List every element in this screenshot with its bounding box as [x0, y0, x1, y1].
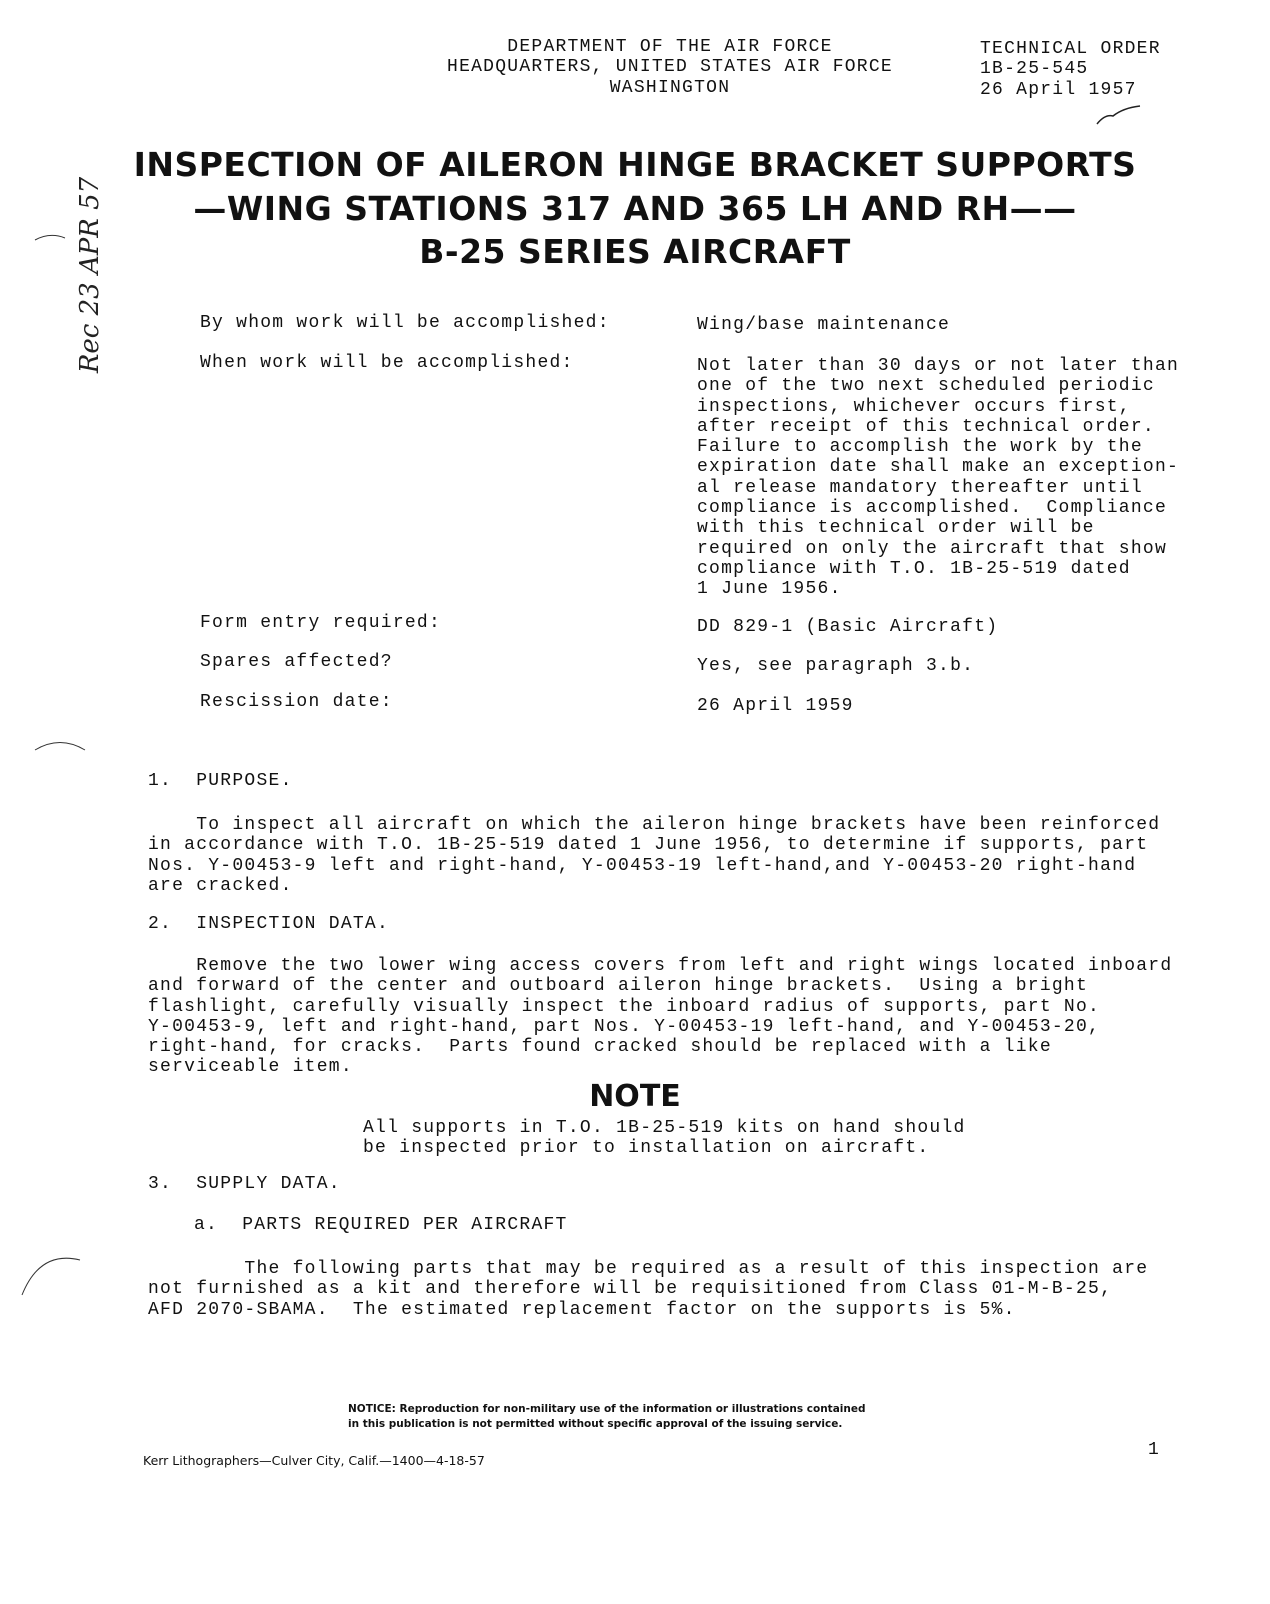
value-line: Not later than 30 days or not later than: [697, 356, 1180, 376]
value-line: 1 June 1956.: [697, 579, 842, 600]
value-line: inspections, whichever occurs first,: [697, 396, 1131, 417]
reproduction-notice: [348, 1402, 866, 1432]
value-line: one of the two next scheduled periodic: [697, 376, 1155, 397]
body-line: To inspect all aircraft on which the aileron hinge brackets have been reinforced: [148, 815, 1161, 835]
technical-order-block: [980, 39, 1161, 100]
value-line: required on only the aircraft that show: [697, 538, 1168, 559]
section-2-body: [148, 956, 1172, 1078]
value-line: expiration date shall make an exception-: [697, 457, 1180, 478]
info-value-form-entry: DD 829-1 (Basic Aircraft): [697, 617, 999, 637]
section-3a-body: [148, 1259, 1148, 1320]
info-label-form-entry: Form entry required:: [200, 613, 442, 633]
agency-line: DEPARTMENT OF THE AIR FORCE: [507, 37, 833, 57]
agency-line: WASHINGTON: [609, 77, 731, 98]
note-heading: NOTE: [589, 1079, 681, 1114]
value-line: compliance with T.O. 1B-25-519 dated: [697, 558, 1131, 579]
section-3a-heading: a. PARTS REQUIRED PER AIRCRAFT: [194, 1215, 568, 1235]
handwritten-check-mark: [1095, 104, 1145, 129]
value-line: compliance is accomplished. Compliance: [697, 498, 1168, 519]
agency-header: [420, 37, 920, 98]
body-line: and forward of the center and outboard aileron hinge brackets. Using a bright: [148, 976, 1089, 997]
document-title-line: B-25 SERIES AIRCRAFT: [419, 232, 851, 271]
section-3-heading: 3. SUPPLY DATA.: [148, 1174, 341, 1194]
to-date: 26 April 1957: [980, 79, 1137, 100]
section-1-heading: 1. PURPOSE.: [148, 771, 293, 791]
agency-line: HEADQUARTERS, UNITED STATES AIR FORCE: [447, 57, 893, 78]
handwritten-received-note: Rec 23 APR 57: [75, 176, 105, 374]
info-label-when: When work will be accomplished:: [200, 353, 574, 373]
notice-line: in this publication is not permitted without specific approval of the issuing service.: [348, 1418, 843, 1430]
info-value-when: [697, 356, 1179, 600]
section-2-heading: 2. INSPECTION DATA.: [148, 914, 390, 934]
note-body: [363, 1118, 966, 1159]
document-title-line: —WING STATIONS 317 AND 365 LH AND RH——: [193, 189, 1077, 228]
notice-line: NOTICE: Reproduction for non-military use of the information or illustrations contained: [348, 1403, 866, 1415]
body-line: The following parts that may be required as a result of this inspection are: [148, 1259, 1149, 1279]
info-label-spares: Spares affected?: [200, 652, 393, 672]
body-line: in accordance with T.O. 1B-25-519 dated 1 June 1956, to determine if supports, part: [148, 835, 1149, 856]
body-line: Y-00453-9, left and right-hand, part Nos. Y-00453-19 left-hand, and Y-00453-20,: [148, 1016, 1101, 1037]
to-label: TECHNICAL ORDER: [980, 39, 1161, 59]
printer-credit: Kerr Lithographers—Culver City, Calif.—1400—4-18-57: [143, 1453, 485, 1468]
value-line: Failure to accomplish the work by the: [697, 437, 1143, 458]
body-line: are cracked.: [148, 875, 293, 896]
info-value-rescission: 26 April 1959: [697, 696, 854, 716]
body-line: Remove the two lower wing access covers from left and right wings located inboard: [148, 956, 1173, 976]
info-label-rescission: Rescission date:: [200, 692, 393, 712]
body-line: AFD 2070-SBAMA. The estimated replacement factor on the supports is 5%.: [148, 1299, 1016, 1320]
body-line: not furnished as a kit and therefore will be requisitioned from Class 01-M-B-25,: [148, 1279, 1113, 1300]
hole-punch-marks: [0, 220, 100, 1320]
info-value-spares: Yes, see paragraph 3.b.: [697, 656, 975, 676]
info-value-who: Wing/base maintenance: [697, 315, 951, 335]
body-line: right-hand, for cracks. Parts found cracked should be replaced with a like: [148, 1037, 1052, 1058]
value-line: with this technical order will be: [697, 518, 1095, 539]
info-label-who: By whom work will be accomplished:: [200, 313, 610, 333]
body-line: serviceable item.: [148, 1057, 353, 1078]
section-1-body: [148, 815, 1160, 896]
note-line: be inspected prior to installation on aircraft.: [363, 1138, 930, 1159]
document-title-line: INSPECTION OF AILERON HINGE BRACKET SUPPORTS: [133, 145, 1137, 184]
page-number: 1: [1148, 1440, 1161, 1460]
note-line: All supports in T.O. 1B-25-519 kits on hand should: [363, 1118, 966, 1138]
body-line: flashlight, carefully visually inspect the inboard radius of supports, part No.: [148, 996, 1101, 1017]
to-number: 1B-25-545: [980, 59, 1089, 80]
body-line: Nos. Y-00453-9 left and right-hand, Y-00453-19 left-hand,and Y-00453-20 right-hand: [148, 855, 1137, 876]
value-line: after receipt of this technical order.: [697, 416, 1155, 437]
value-line: al release mandatory thereafter until: [697, 477, 1143, 498]
